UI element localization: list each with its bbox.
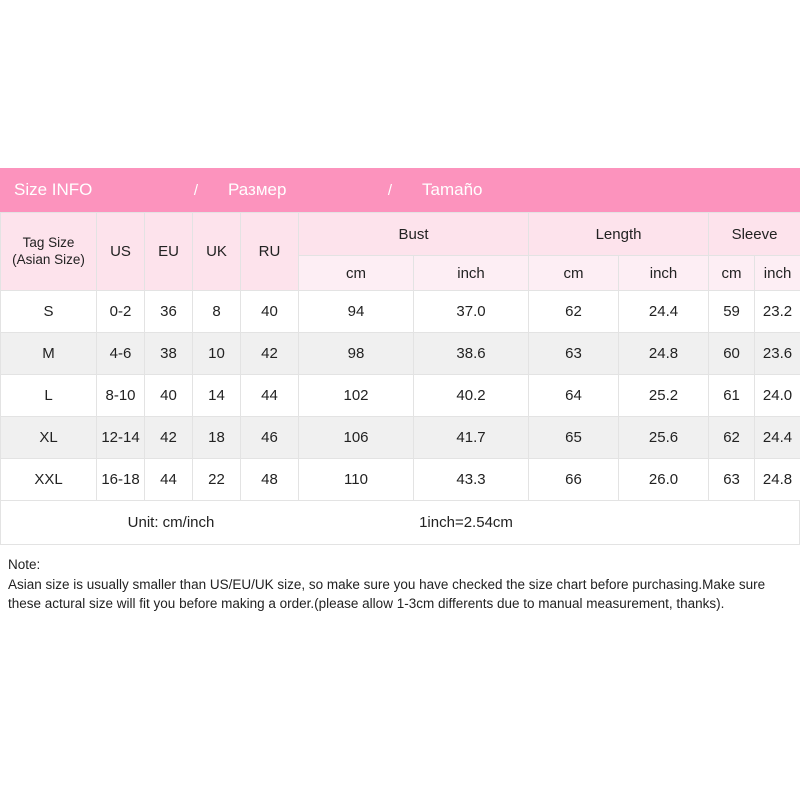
unit-row xyxy=(0,501,800,545)
size-info-title: Size INFO xyxy=(14,180,93,199)
cell-us: 0-2 xyxy=(97,291,145,333)
cell-length-inch: 26.0 xyxy=(619,459,709,501)
cell-bust-inch: 40.2 xyxy=(414,375,529,417)
cell-eu: 40 xyxy=(145,375,193,417)
cell-bust-inch: 43.3 xyxy=(414,459,529,501)
header-length-cm: cm xyxy=(529,256,619,291)
cell-length-cm: 65 xyxy=(529,417,619,459)
cell-bust-cm: 106 xyxy=(299,417,414,459)
band-separator-1: / xyxy=(193,181,199,199)
band-separator-2: / xyxy=(387,181,393,199)
header-sleeve-inch: inch xyxy=(755,256,800,291)
cell-tag: L xyxy=(1,375,97,417)
cell-tag: M xyxy=(1,333,97,375)
conversion-label: 1inch=2.54cm xyxy=(419,514,513,531)
cell-sleeve-inch: 24.0 xyxy=(755,375,800,417)
cell-us: 4-6 xyxy=(97,333,145,375)
note-label: Note: xyxy=(8,557,41,572)
cell-us: 8-10 xyxy=(97,375,145,417)
cell-bust-cm: 98 xyxy=(299,333,414,375)
size-info-title-spanish: Tamaño xyxy=(422,180,483,199)
size-info-band xyxy=(0,168,800,212)
cell-length-cm: 63 xyxy=(529,333,619,375)
cell-uk: 22 xyxy=(193,459,241,501)
unit-label: Unit: cm/inch xyxy=(127,514,215,531)
cell-length-cm: 64 xyxy=(529,375,619,417)
cell-uk: 8 xyxy=(193,291,241,333)
header-uk: UK xyxy=(193,213,241,291)
header-bust: Bust xyxy=(299,213,529,256)
cell-bust-inch: 37.0 xyxy=(414,291,529,333)
cell-length-cm: 66 xyxy=(529,459,619,501)
cell-tag: XXL xyxy=(1,459,97,501)
cell-length-cm: 62 xyxy=(529,291,619,333)
cell-tag: XL xyxy=(1,417,97,459)
cell-sleeve-cm: 60 xyxy=(709,333,755,375)
cell-eu: 44 xyxy=(145,459,193,501)
cell-ru: 46 xyxy=(241,417,299,459)
cell-ru: 42 xyxy=(241,333,299,375)
table-header-row-top xyxy=(1,213,800,256)
size-info-title-russian: Размер xyxy=(228,180,287,199)
header-bust-cm: cm xyxy=(299,256,414,291)
header-sleeve: Sleeve xyxy=(709,213,800,256)
cell-length-inch: 25.6 xyxy=(619,417,709,459)
cell-us: 16-18 xyxy=(97,459,145,501)
cell-uk: 14 xyxy=(193,375,241,417)
header-tag-size-line2: (Asian Size) xyxy=(12,251,85,267)
table-row xyxy=(1,459,800,501)
header-eu: EU xyxy=(145,213,193,291)
cell-sleeve-inch: 24.4 xyxy=(755,417,800,459)
cell-uk: 18 xyxy=(193,417,241,459)
cell-ru: 40 xyxy=(241,291,299,333)
cell-sleeve-inch: 23.6 xyxy=(755,333,800,375)
cell-bust-cm: 94 xyxy=(299,291,414,333)
cell-length-inch: 25.2 xyxy=(619,375,709,417)
cell-uk: 10 xyxy=(193,333,241,375)
size-table xyxy=(0,212,800,501)
cell-ru: 48 xyxy=(241,459,299,501)
header-tag-size xyxy=(1,213,97,291)
header-tag-size-line1: Tag Size xyxy=(22,234,75,250)
header-bust-inch: inch xyxy=(414,256,529,291)
cell-length-inch: 24.8 xyxy=(619,333,709,375)
cell-bust-inch: 41.7 xyxy=(414,417,529,459)
cell-sleeve-cm: 62 xyxy=(709,417,755,459)
table-row xyxy=(1,333,800,375)
cell-sleeve-inch: 23.2 xyxy=(755,291,800,333)
cell-tag: S xyxy=(1,291,97,333)
cell-sleeve-cm: 61 xyxy=(709,375,755,417)
cell-ru: 44 xyxy=(241,375,299,417)
size-chart xyxy=(0,168,800,622)
header-sleeve-cm: cm xyxy=(709,256,755,291)
cell-eu: 42 xyxy=(145,417,193,459)
header-length-inch: inch xyxy=(619,256,709,291)
table-row xyxy=(1,375,800,417)
cell-eu: 38 xyxy=(145,333,193,375)
cell-us: 12-14 xyxy=(97,417,145,459)
cell-sleeve-inch: 24.8 xyxy=(755,459,800,501)
table-row xyxy=(1,291,800,333)
cell-bust-inch: 38.6 xyxy=(414,333,529,375)
note-body: Asian size is usually smaller than US/EU/UK size, so make sure you have checked the size chart before purchasing.Make sure these actural size will fit you before making a order.(please allow 1-3cm differents due to manual measurement, thanks). xyxy=(8,576,766,612)
header-ru: RU xyxy=(241,213,299,291)
cell-bust-cm: 102 xyxy=(299,375,414,417)
cell-sleeve-cm: 63 xyxy=(709,459,755,501)
cell-sleeve-cm: 59 xyxy=(709,291,755,333)
cell-bust-cm: 110 xyxy=(299,459,414,501)
header-us: US xyxy=(97,213,145,291)
cell-eu: 36 xyxy=(145,291,193,333)
header-length: Length xyxy=(529,213,709,256)
cell-length-inch: 24.4 xyxy=(619,291,709,333)
note-section xyxy=(0,545,800,622)
table-row xyxy=(1,417,800,459)
